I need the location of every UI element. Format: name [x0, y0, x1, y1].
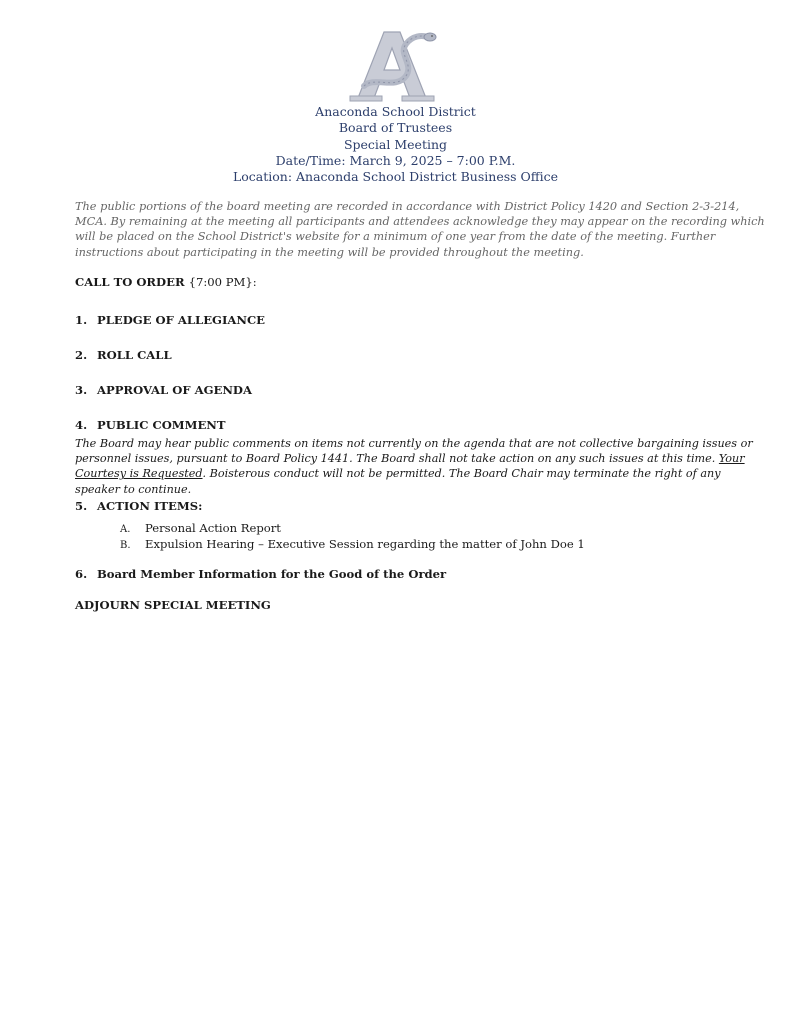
item-number: 1.: [75, 313, 88, 327]
call-to-order-time: {7:00 PM}:: [188, 275, 257, 289]
board-name: Board of Trustees: [338, 120, 453, 136]
item-number: 5.: [75, 499, 88, 513]
action-item-a: [120, 521, 281, 537]
adjourn-line: ADJOURN SPECIAL MEETING: [75, 598, 271, 612]
agenda-item-3: [75, 383, 252, 398]
item-number: 6.: [75, 567, 88, 581]
item-number: 3.: [75, 383, 88, 397]
public-comment-closing: . Boisterous conduct will not be permitted. The Board Chair may terminate the right of any speaker to continue.: [75, 467, 721, 496]
call-to-order-label: CALL TO ORDER: [75, 275, 185, 289]
agenda-item-1: [75, 313, 265, 328]
agenda-item-6: [75, 567, 446, 582]
item-label: APPROVAL OF AGENDA: [97, 383, 252, 397]
meeting-datetime: Date/Time: March 9, 2025 – 7:00 P.M.: [275, 152, 516, 168]
call-to-order: [75, 275, 257, 290]
public-comment-text: [75, 436, 765, 497]
action-item-b: [120, 537, 585, 553]
recording-notice: The public portions of the board meeting are recorded in accordance with District Policy 1420 and Section 2-3-214, MCA. By remaining at the meeting all participants and attendees acknowledge they may appear on the recording which will be placed on the School District's website for a minimum of one year from the date of the meeting. Further instructions about participating in the meeting will be provided throughout the meeting.: [75, 200, 765, 259]
item-label: ACTION ITEMS:: [97, 499, 203, 513]
action-item-letter: B.: [120, 540, 131, 551]
action-item-label: Expulsion Hearing – Executive Session regarding the matter of John Doe 1: [145, 537, 585, 551]
district-name: Anaconda School District: [315, 104, 476, 119]
action-item-label: Personal Action Report: [145, 521, 281, 535]
district-a-snake-logo: [344, 24, 440, 106]
item-label: PUBLIC COMMENT: [97, 418, 226, 432]
agenda-header: [0, 104, 791, 185]
item-label: ROLL CALL: [97, 348, 172, 362]
agenda-item-5: [75, 499, 202, 514]
action-item-letter: A.: [120, 524, 131, 535]
meeting-location: Location: Anaconda School District Business Office: [232, 169, 559, 185]
agenda-item-2: [75, 348, 172, 363]
agenda-item-4: [75, 418, 226, 433]
public-comment-body: The Board may hear public comments on items not currently on the agenda that are not collective bargaining issues or personnel issues, pursuant to Board Policy 1441. The Board shall not take action on any such issues at this time.: [75, 437, 753, 466]
item-label: PLEDGE OF ALLEGIANCE: [97, 313, 266, 327]
item-label: Board Member Information for the Good of the Order: [97, 567, 447, 581]
item-number: 4.: [75, 418, 88, 432]
item-number: 2.: [75, 348, 88, 362]
courtesy-notice: Your Courtesy is Requested: [75, 452, 745, 481]
meeting-type: Special Meeting: [343, 136, 448, 152]
